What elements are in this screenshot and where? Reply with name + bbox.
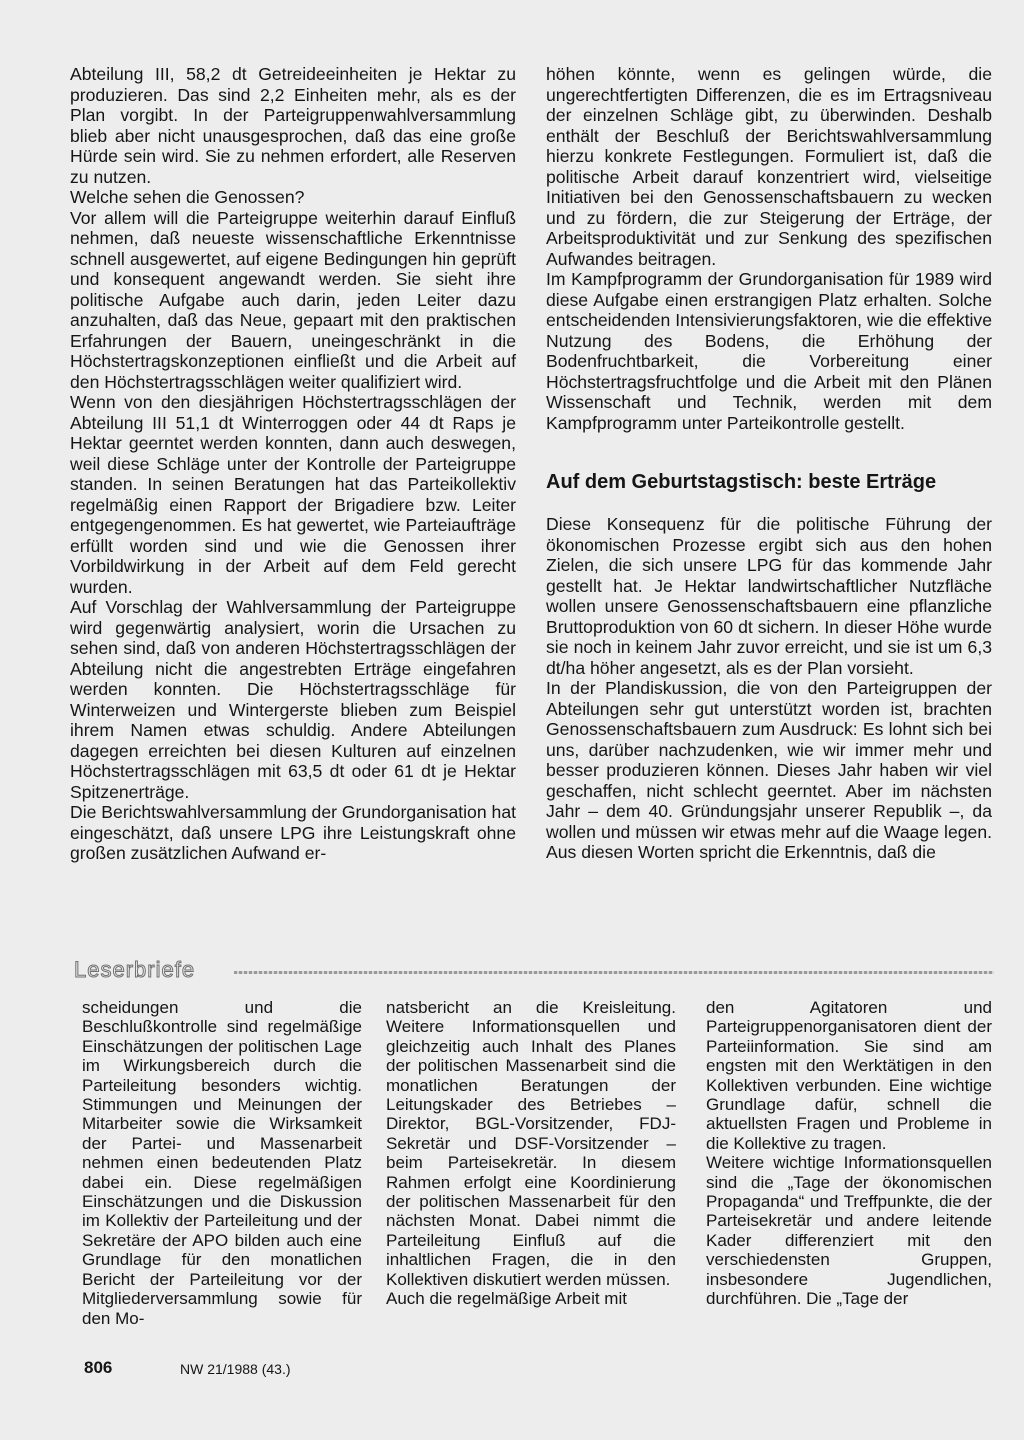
article-column-left [70, 64, 516, 864]
page-number: 806 [84, 1358, 113, 1377]
paragraph: den Agitatoren und Parteigruppenorganisatoren dient der Parteiinformation. Sie sind am engsten mit den Werktätigen in den Kollektiven verbunden. Eine wichtige Grundlage dafür, schnell die aktuellsten Fragen und Probleme in die Kollektive zu tragen. [706, 998, 992, 1153]
paragraph: Vor allem will die Parteigruppe weiterhin darauf Einfluß nehmen, daß neueste wissenschaftliche Erkenntnisse schnell ausgewertet, auf eigene Bedingungen hin geprüft und konsequent angewandt werden. Sie sieht ihre politische Aufgabe auch darin, jeden Leiter dazu anzuhalten, daß das Neue, gepaart mit den praktischen Erfahrungen der Bauern, uneingeschränkt in die Höchstertragskonzeptionen einfließt und die Arbeit auf den Höchstertragsschlägen weiter qualifiziert wird. [70, 207, 516, 392]
paragraph: natsbericht an die Kreisleitung. Weitere Informationsquellen und gleichzeitig auch Inhalt des Planes der politischen Massenarbeit sind die monatlichen Beratungen der Leitungskader des Betriebes – Direktor, BGL-Vorsitzender, FDJ-Sekretär und DSF-Vorsitzender – beim Parteisekretär. In diesem Rahmen erfolgt eine Koordinierung der politischen Massenarbeit für den nächsten Monat. Dabei nimmt die Parteileitung Einfluß auf die inhaltlichen Fragen, die in den Kollektiven diskutiert werden müssen. [386, 998, 676, 1289]
paragraph: In der Plandiskussion, die von den Parteigruppen der Abteilungen sehr gut unterstützt worden ist, brachten Genossenschaftsbauern zum Ausdruck: Es lohnt sich bei uns, darüber nachzudenken, wie wir immer mehr und besser produzieren können. Dieses Jahr haben wir viel geschaffen, nicht schlecht geerntet. Aber im nächsten Jahr – dem 40. Gründungsjahr unserer Republik –, da wollen und müssen wir etwas mehr auf die Waage legen. Aus diesen Worten spricht die Erkenntnis, daß die [546, 678, 992, 862]
section-divider [74, 958, 994, 982]
letters-column-3 [706, 998, 992, 1309]
paragraph: Diese Konsequenz für die politische Führung der ökonomischen Prozesse ergibt sich aus den hohen Zielen, die sich unsere LPG für das kommende Jahr gestellt hat. Je Hektar landwirtschaftlicher Nutzfläche wollen unsere Genossenschaftsbauern eine pflanzliche Bruttoproduktion von 60 dt sichern. In dieser Höhe wurde sie noch in keinem Jahr zuvor erreicht, und sie ist um 6,3 dt/ha höher angesetzt, als es der Plan vorsieht. [546, 514, 992, 678]
letters-column-2 [386, 998, 676, 1309]
paragraph: Auf Vorschlag der Wahlversammlung der Parteigruppe wird gegenwärtig analysiert, worin die Ursachen zu sehen sind, daß von anderen Höchstertragsschlägen der Abteilung nicht die angestrebten Erträge eingefahren werden konnten. Die Höchstertragsschläge für Winterweizen und Wintergerste blieben zum Beispiel ihrem Namen etwas schuldig. Andere Abteilungen dagegen erreichten bei diesen Kulturen auf einzelnen Höchstertragsschlägen mit 63,5 dt oder 61 dt je Hektar Spitzenerträge. [70, 597, 516, 802]
section-heading: Auf dem Geburtstagstisch: beste Erträge [546, 471, 937, 493]
issue-reference: NW 21/1988 (43.) [180, 1361, 291, 1377]
paragraph: höhen könnte, wenn es gelingen würde, die ungerechtfertigten Differenzen, die es im Ertragsniveau der einzelnen Schläge gibt, zu überwinden. Deshalb enthält der Beschluß der Berichtswahlversammlung hierzu konkrete Festlegungen. Formuliert ist, daß die politische Arbeit darauf konzentriert wird, vielseitige Initiativen bei den Genossenschaftsbauern zu wecken und zu fördern, die zur Steigerung der Erträge, der Arbeitsproduktivität und zur Senkung des spezifischen Aufwandes beitragen. [546, 64, 992, 269]
section-label: Leserbriefe [74, 957, 196, 982]
paragraph: Im Kampfprogramm der Grundorganisation für 1989 wird diese Aufgabe einen erstrangigen Platz erhalten. Solche entscheidenden Intensivierungsfaktoren, wie die effektive Nutzung des Bodens, die Erhöhung der Bodenfruchtbarkeit, die Vorbereitung einer Höchstertragsfruchtfolge und die Arbeit mit den Plänen Wissenschaft und Technik, werden mit dem Kampfprogramm unter Parteikontrolle gestellt. [546, 269, 992, 433]
divider-line [234, 971, 994, 974]
paragraph: Wenn von den diesjährigen Höchstertragsschlägen der Abteilung III 51,1 dt Winterroggen oder 44 dt Raps je Hektar geerntet werden konnten, dann auch deswegen, weil diese Schläge unter der Kontrolle der Parteigruppe standen. In seinen Beratungen hat das Parteikollektiv regelmäßig einen Rapport der Brigadiere bzw. Leiter entgegengenommen. Es hat gewertet, wie Parteiaufträge erfüllt worden sind und wie die Genossen ihrer Vorbildwirkung in der Arbeit auf dem Feld gerecht wurden. [70, 392, 516, 597]
paragraph: Weitere wichtige Informationsquellen sind die „Tage der ökonomischen Propaganda“ und Treffpunkte, die der Parteisekretär und andere leitende Kader differenziert mit den verschiedensten Gruppen, insbesondere Jugendlichen, durchführen. Die „Tage der [706, 1153, 992, 1309]
letters-column-1 [82, 998, 362, 1328]
paragraph: Auch die regelmäßige Arbeit mit [386, 1289, 627, 1309]
paragraph: Die Berichtswahlversammlung der Grundorganisation hat eingeschätzt, daß unsere LPG ihre Leistungskraft ohne großen zusätzlichen Aufwand er- [70, 802, 516, 863]
article-column-right-continued [546, 514, 992, 863]
paragraph: Welche sehen die Genossen? [70, 187, 305, 207]
paragraph: scheidungen und die Beschlußkontrolle sind regelmäßige Einschätzungen der politischen Lage im Wirkungsbereich durch die Parteileitung besonders wichtig. Stimmungen und Meinungen der Mitarbeiter sowie die Wirksamkeit der Partei- und Massenarbeit nehmen einen bedeutenden Platz dabei ein. Diese regelmäßigen Einschätzungen und die Diskussion im Kollektiv der Parteileitung und der Sekretäre der APO bilden auch eine Grundlage für den monatlichen Bericht der Parteileitung vor der Mitgliederversammlung sowie für den Mo- [82, 998, 362, 1328]
paragraph: Abteilung III, 58,2 dt Getreideeinheiten je Hektar zu produzieren. Das sind 2,2 Einheiten mehr, als es der Plan vorgibt. In der Parteigruppenwahlversammlung blieb aber nicht unausgesprochen, daß das eine große Hürde sein wird. Sie zu nehmen erfordert, alle Reserven zu nutzen. [70, 64, 516, 187]
article-column-right [546, 64, 992, 433]
